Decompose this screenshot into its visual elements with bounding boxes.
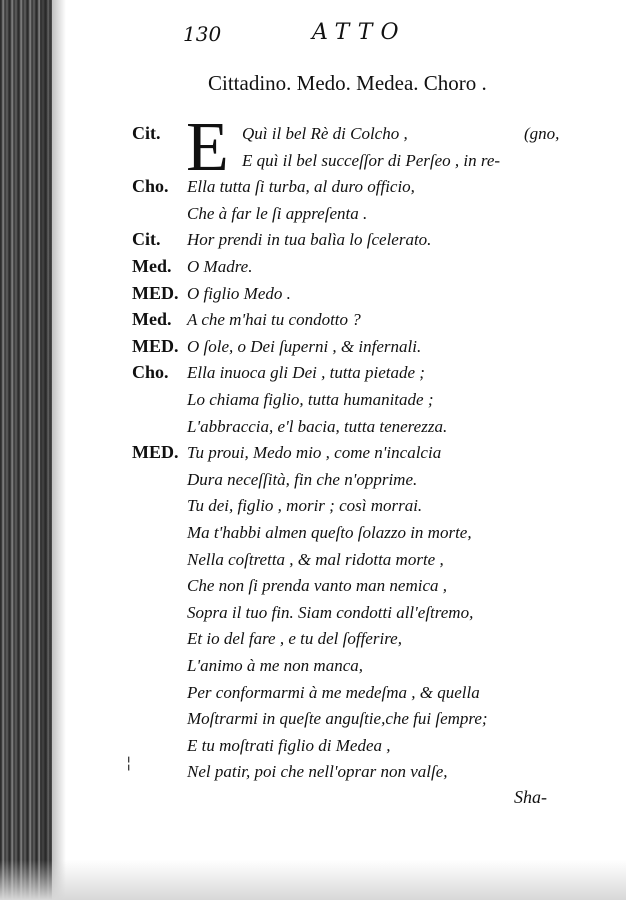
verse-line: Hor prendi in tua balìa lo ſcelerato. bbox=[187, 230, 432, 249]
speaker-label: MED. bbox=[132, 336, 179, 356]
speaker-label: Cit. bbox=[132, 123, 161, 143]
verse-line: O ſole, o Dei ſuperni , & infernali. bbox=[187, 337, 422, 356]
verse-line: Tu dei, figlio , morir ; così morrai. bbox=[187, 496, 423, 515]
gutter-shadow bbox=[40, 0, 66, 900]
speaker-label: MED. bbox=[132, 283, 179, 303]
verse-line: Et io del fare , e tu del ſofferire, bbox=[187, 629, 402, 648]
verse-line: E quì il bel succeſſor di Perſeo , in re- bbox=[242, 151, 501, 170]
verse-line: A che m'hai tu condotto ? bbox=[187, 310, 361, 329]
verse-line: L'animo à me non manca, bbox=[187, 656, 363, 675]
verse-line: O figlio Medo . bbox=[187, 284, 291, 303]
verse-line: Nel patir, poi che nell'oprar non valſe, bbox=[187, 762, 448, 781]
verse-line: Quì il bel Rè di Colcho , bbox=[242, 124, 408, 143]
verse-line: E tu moſtrati figlio di Medea , bbox=[187, 736, 391, 755]
drop-cap: E bbox=[186, 109, 229, 186]
page-number: 130 bbox=[183, 22, 222, 46]
verse-line: Tu proui, Medo mio , come n'incalcia bbox=[187, 443, 442, 462]
verse-line: Lo chiama figlio, tutta humanitade ; bbox=[187, 390, 434, 409]
turned-line-fragment: (gno, bbox=[524, 124, 560, 143]
speaker-label: MED. bbox=[132, 442, 179, 462]
speaker-label: Med. bbox=[132, 309, 172, 329]
verse-line: Ma t'habbi almen queſto ſolazzo in morte, bbox=[187, 523, 472, 542]
verse-line: Ella inuoca gli Dei , tutta pietade ; bbox=[187, 363, 425, 382]
speaker-label: Cho. bbox=[132, 176, 169, 196]
verse-line: Che non ſi prenda vanto man nemica , bbox=[187, 576, 447, 595]
verse-line: Moſtrarmi in queſte anguſtie,che fui ſempre; bbox=[187, 709, 488, 728]
verse-line: Ella tutta ſi turba, al duro officio, bbox=[187, 177, 415, 196]
scene-heading: Cittadino. Medo. Medea. Choro . bbox=[208, 71, 487, 95]
verse-line: Per conformarmi à me medeſma , & quella bbox=[187, 683, 480, 702]
verse-line: O Madre. bbox=[187, 257, 253, 276]
verse-line: Nella coſtretta , & mal ridotta morte , bbox=[187, 550, 444, 569]
verse-line: L'abbraccia, e'l bacia, tutta tenerezza. bbox=[187, 417, 448, 436]
speaker-label: Med. bbox=[132, 256, 172, 276]
verse-line: Dura neceſſità, fin che n'opprime. bbox=[187, 470, 418, 489]
catchword: Sha- bbox=[514, 787, 547, 807]
verse-line: Che à far le ſi appreſenta . bbox=[187, 204, 368, 223]
running-head: ATTO bbox=[312, 20, 407, 45]
speaker-label: Cho. bbox=[132, 362, 169, 382]
margin-mark: ¦ bbox=[126, 753, 132, 772]
speaker-label: Cit. bbox=[132, 229, 161, 249]
verse-line: Sopra il tuo fin. Siam condotti all'eſtremo, bbox=[187, 603, 474, 622]
page-bottom-shadow bbox=[0, 860, 626, 900]
